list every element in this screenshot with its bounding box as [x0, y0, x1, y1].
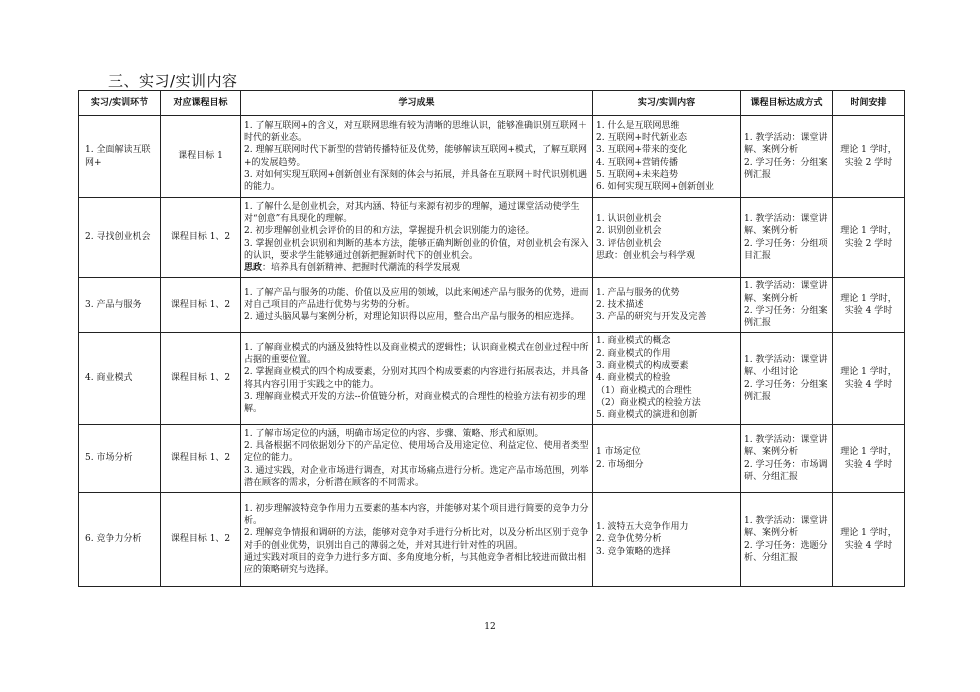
- cell-contents: [593, 116, 741, 198]
- content-item: （2）商业模式的检验方法: [596, 397, 701, 408]
- cell-time: 理论 1 学时，实验 4 学时: [833, 333, 905, 425]
- cell-methods: [741, 278, 833, 333]
- method-item: 2. 学习任务：市场调研、分组汇报: [744, 459, 828, 482]
- outcome-item: 2. 具备根据不同依据划分下的产品定位、使用场合及用途定位、利益定位、使用者类型定位的能力。: [244, 441, 589, 464]
- content-item: 2. 技术描述: [596, 299, 644, 310]
- content-item: 3. 商业模式的构成要素: [596, 361, 689, 372]
- method-item: 1. 教学活动：课堂讲解、案例分析: [744, 281, 828, 304]
- content-item: 6. 如何实现互联网+创新创业: [596, 182, 714, 193]
- content-item: 2. 互联网+时代新业态: [596, 132, 687, 143]
- outcome-item: 2. 初步理解创业机会评价的目的和方法，掌握提升机会识别能力的途径。: [244, 226, 535, 237]
- content-item: 3. 互联网+带来的变化: [596, 145, 687, 156]
- content-item: 4. 商业模式的检验: [596, 373, 671, 384]
- cell-goal: 课程目标 1、2: [161, 198, 241, 278]
- ideology-label: 思政: [244, 263, 263, 274]
- cell-methods: [741, 493, 833, 587]
- cell-contents: [593, 425, 741, 493]
- content-item: 1. 商业模式的概念: [596, 336, 671, 347]
- cell-methods: [741, 333, 833, 425]
- cell-contents: [593, 333, 741, 425]
- cell-outcomes: [241, 116, 593, 198]
- content-item: 2. 商业模式的作用: [596, 348, 671, 359]
- outcome-item: 2. 理解竞争情报和调研的方法，能够对竞争对手进行分析比对，以及分析出区别于竞争对手的创业优势，识别出自己的薄弱之处，并对其进行针对性的巩固。: [244, 528, 589, 551]
- method-item: 2. 学习任务：分组案例汇报: [744, 306, 828, 329]
- cell-goal: 课程目标 1、2: [161, 493, 241, 587]
- cell-contents: [593, 198, 741, 278]
- cell-time: 理论 1 学时，实验 4 学时: [833, 425, 905, 493]
- outcome-item: 3. 对如何实现互联网+创新创业有深刻的体会与拓展，并具备在互联网＋时代识别机遇的能力。: [244, 169, 587, 193]
- method-item: 1. 教学活动：课堂讲解、案例分析: [744, 132, 828, 156]
- cell-goal: 课程目标 1、2: [161, 333, 241, 425]
- outcome-item: 1. 了解什么是创业机会，对其内涵、特征与来源有初步的理解，通过课堂活动使学生对“创意”有具现化的理解。: [244, 201, 580, 224]
- ideology-line: [244, 262, 589, 274]
- method-item: 1. 教学活动：课堂讲解、案例分析: [744, 213, 828, 237]
- cell-unit: 6. 竞争力分析: [79, 493, 161, 587]
- table-row: [79, 278, 905, 333]
- content-item: （1）商业模式的合理性: [596, 385, 692, 396]
- header-time: 时间安排: [833, 91, 905, 116]
- method-item: 2. 学习任务：分组案例汇报: [744, 157, 828, 180]
- outcome-item: 1. 了解产品与服务的功能、价值以及应用的领域，以此来阐述产品与服务的优势，进而对自己项目的产品进行优势与劣势的分析。: [244, 287, 589, 310]
- content-item: 2. 市场细分: [596, 459, 644, 470]
- content-item: 1. 产品与服务的优势: [596, 287, 680, 298]
- outcome-item: 2. 理解互联网时代下新型的营销传播特征及优势，能够解读互联网+模式，了解互联网+的发展趋势。: [244, 145, 587, 168]
- content-item: 1. 认识创业机会: [596, 213, 662, 224]
- outcome-item: 2. 通过头脑风暴与案例分析，对理论知识得以应用，整合出产品与服务的相应选择。: [244, 312, 580, 323]
- outcome-item: 3. 通过实践，对企业市场进行调查，对其市场痛点进行分析。选定产品市场范围，列举潜在顾客的需求，分析潜在顾客的不同需求。: [244, 465, 589, 488]
- table-row: [79, 493, 905, 587]
- content-item: 2. 竞争优势分析: [596, 534, 662, 545]
- table-row: [79, 425, 905, 493]
- cell-contents: [593, 278, 741, 333]
- method-item: 2. 学习任务：分组案例汇报: [744, 379, 828, 402]
- cell-outcomes: [241, 425, 593, 493]
- method-item: 2. 学习任务：选题分析、分组汇报: [744, 540, 828, 563]
- content-item: 1. 波特五大竞争作用力: [596, 522, 689, 533]
- content-item: 5. 商业模式的演进和创新: [596, 410, 698, 421]
- outcome-item: 通过实践对项目的竞争力进行多方面、多角度地分析，与其他竞争者相比较进而做出相应的策略研究与选择。: [244, 552, 587, 576]
- outcome-item: 1. 了解互联网+的含义，对互联网思维有较为清晰的思维认识，能够准确识别互联网＋时代的新业态。: [244, 120, 587, 143]
- table-row: [79, 116, 905, 198]
- cell-outcomes: [241, 278, 593, 333]
- content-item: 3. 竞争策略的选择: [596, 546, 671, 557]
- cell-time: 理论 1 学时，实验 4 学时: [833, 278, 905, 333]
- cell-methods: [741, 198, 833, 278]
- content-item: 3. 评估创业机会: [596, 238, 662, 249]
- content-item: 1 市场定位: [596, 447, 641, 458]
- cell-outcomes: [241, 198, 593, 278]
- content-item: 2. 识别创业机会: [596, 226, 662, 237]
- outcome-item: 1. 了解商业模式的内涵及独特性以及商业模式的逻辑性；认识商业模式在创业过程中所占据的重要位置。: [244, 342, 589, 365]
- cell-unit: 1. 全面解读互联网+: [79, 116, 161, 198]
- cell-unit: 3. 产品与服务: [79, 278, 161, 333]
- header-contents: 实习/实训内容: [593, 91, 741, 116]
- outcome-item: 1. 初步理解波特竞争作用力五要素的基本内容，并能够对某个项目进行简要的竞争力分析。: [244, 503, 589, 526]
- method-item: 1. 教学活动：课堂讲解、案例分析: [744, 515, 828, 539]
- header-methods: 课程目标达成方式: [741, 91, 833, 116]
- content-item: 3. 产品的研究与开发及完善: [596, 312, 707, 323]
- outcome-item: 1. 了解市场定位的内涵，明确市场定位的内容、步骤、策略、形式和原则。: [244, 428, 544, 439]
- cell-goal: 课程目标 1: [161, 116, 241, 198]
- header-outcomes: 学习成果: [241, 91, 593, 116]
- outcome-item: 2. 掌握商业模式的四个构成要素，分别对其四个构成要素的内容进行拓展表达，并具备将其内容引用于实践之中的能力。: [244, 367, 589, 390]
- table-row: [79, 333, 905, 425]
- method-item: 1. 教学活动：课堂讲解、案例分析: [744, 434, 828, 458]
- method-item: 2. 学习任务：分组项目汇报: [744, 238, 828, 261]
- cell-unit: 4. 商业模式: [79, 333, 161, 425]
- cell-time: 理论 1 学时，实验 4 学时: [833, 493, 905, 587]
- content-item: 5. 互联网+未来趋势: [596, 169, 678, 180]
- cell-outcomes: [241, 333, 593, 425]
- page-number: 12: [484, 622, 496, 632]
- header-goal: 对应课程目标: [161, 91, 241, 116]
- content-item: 思政：创业机会与科学观: [596, 250, 696, 261]
- table-row: [79, 198, 905, 278]
- cell-contents: [593, 493, 741, 587]
- cell-unit: 2. 寻找创业机会: [79, 198, 161, 278]
- content-item: 1. 什么是互联网思维: [596, 120, 680, 131]
- cell-methods: [741, 425, 833, 493]
- method-item: 1. 教学活动：课堂讲解、小组讨论: [744, 354, 828, 378]
- cell-goal: 课程目标 1、2: [161, 425, 241, 493]
- ideology-text: ：培养具有创新精神、把握时代潮流的科学发展观: [262, 263, 461, 274]
- section-title: 三、实习/实训内容: [108, 72, 238, 90]
- header-unit: 实习/实训环节: [79, 91, 161, 116]
- table-header-row: [79, 91, 905, 116]
- cell-unit: 5. 市场分析: [79, 425, 161, 493]
- content-item: 4. 互联网+营销传播: [596, 157, 678, 168]
- cell-methods: [741, 116, 833, 198]
- cell-time: 理论 1 学时，实验 2 学时: [833, 198, 905, 278]
- cell-goal: 课程目标 1、2: [161, 278, 241, 333]
- outcome-item: 3. 理解商业模式开发的方法--价值链分析，对商业模式的合理性的检验方法有初步的理解。: [244, 391, 586, 415]
- cell-time: 理论 1 学时，实验 2 学时: [833, 116, 905, 198]
- cell-outcomes: [241, 493, 593, 587]
- outcome-item: 3. 掌握创业机会识别和判断的基本方法，能够正确判断创业的价值，对创业机会有深入的认识，要求学生能够通过创新把握新时代下的创业机会。: [244, 238, 589, 261]
- internship-content-table: [78, 90, 905, 587]
